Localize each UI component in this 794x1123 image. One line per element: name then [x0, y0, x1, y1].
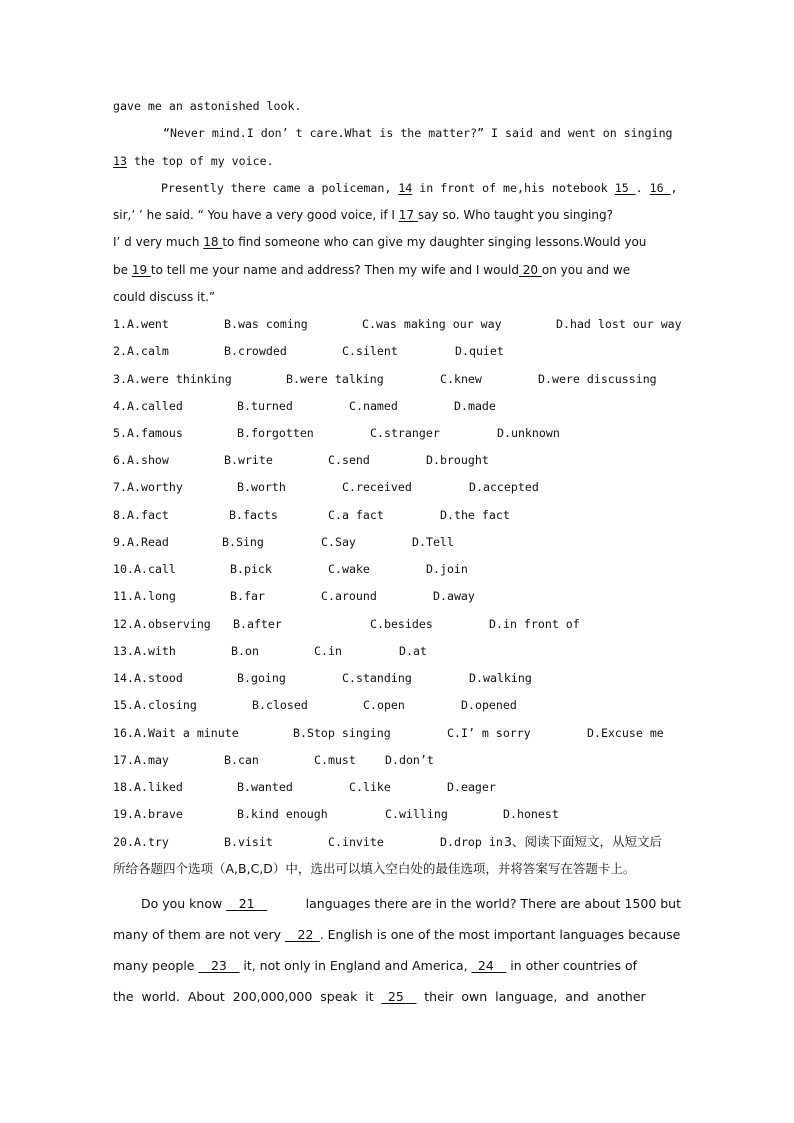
question-row — [113, 616, 681, 632]
option-a[interactable]: A.long — [134, 589, 176, 603]
option-a[interactable]: A.were thinking — [127, 372, 232, 386]
question-number: 17. — [113, 753, 134, 767]
question-number: 18. — [113, 780, 134, 794]
option-c[interactable]: C.knew — [440, 372, 482, 386]
passage-text: say so. Who taught you singing? — [417, 208, 613, 222]
question-row — [113, 507, 681, 523]
option-c[interactable]: C.send — [328, 453, 370, 467]
question-number: 19. — [113, 807, 134, 821]
blank-17: 17 — [398, 208, 418, 222]
option-a[interactable]: A.observing — [134, 617, 211, 631]
option-d[interactable]: D.drop in — [440, 835, 503, 849]
passage-line: “Never mind.I don’ t care.What is the matter?” I said and went on singing — [163, 126, 673, 140]
blank-23: __23__ — [198, 958, 240, 973]
passage2-line — [113, 958, 681, 974]
question-row — [113, 316, 681, 332]
question-number: 16. — [113, 726, 134, 740]
option-a[interactable]: A.called — [127, 399, 183, 413]
option-b[interactable]: B.facts — [229, 508, 278, 522]
option-b[interactable]: B.wanted — [237, 780, 293, 794]
option-d[interactable]: D.had lost our way — [556, 317, 682, 331]
option-a[interactable]: A.show — [127, 453, 169, 467]
question-number: 1. — [113, 317, 127, 331]
question-number: 7. — [113, 480, 127, 494]
option-b[interactable]: B.turned — [237, 399, 293, 413]
question-row — [113, 343, 681, 359]
question-row — [113, 779, 681, 795]
option-d[interactable]: D.quiet — [455, 344, 504, 358]
option-c[interactable]: C.received — [342, 480, 412, 494]
option-b[interactable]: B.closed — [252, 698, 308, 712]
blank-20: 20 — [518, 263, 542, 277]
passage-text: be — [113, 263, 132, 277]
option-b[interactable]: B.was coming — [224, 317, 308, 331]
option-c[interactable]: C.invite — [328, 835, 384, 849]
question-number: 4. — [113, 399, 127, 413]
passage-text: many of them are not very — [113, 927, 286, 942]
option-a[interactable]: A.fact — [127, 508, 169, 522]
option-a[interactable]: A.liked — [134, 780, 183, 794]
option-b[interactable]: B.kind enough — [237, 807, 328, 821]
question-number: 20. — [113, 835, 134, 849]
option-c[interactable]: C.besides — [370, 617, 433, 631]
question-number: 10. — [113, 562, 134, 576]
question-number: 11. — [113, 589, 134, 603]
passage-line — [113, 153, 681, 169]
question-number: 15. — [113, 698, 134, 712]
option-d[interactable]: D.join — [426, 562, 468, 576]
option-c[interactable]: C.stranger — [370, 426, 440, 440]
question-row — [113, 725, 681, 741]
option-d[interactable]: D.opened — [461, 698, 517, 712]
passage-text: Do you know — [141, 896, 227, 911]
option-b[interactable]: B.far — [230, 589, 265, 603]
passage-text: it, not only in England and America, — [239, 958, 472, 973]
passage-text: the top of my voice. — [126, 154, 274, 168]
option-a[interactable]: A.Wait a minute — [134, 726, 239, 740]
passage-line — [113, 180, 681, 196]
question-row — [113, 670, 681, 686]
passage-text: in front of me,his notebook — [412, 181, 615, 195]
option-b[interactable]: B.Stop singing — [293, 726, 391, 740]
question-row — [113, 588, 681, 604]
section-3-instructions: 所给各题四个选项（A,B,C,D）中，选出可以填入空白处的最佳选项，并将答案写在答题卡上。 — [113, 861, 636, 876]
option-c[interactable]: C.silent — [342, 344, 398, 358]
question-row — [113, 534, 681, 550]
option-c[interactable]: C.in — [314, 644, 342, 658]
option-a[interactable]: A.stood — [134, 671, 183, 685]
option-c[interactable]: C.a fact — [328, 508, 384, 522]
passage-text: languages there are in the world? There are about 1500 but — [305, 896, 681, 911]
passage-line — [113, 207, 681, 223]
passage2-line — [113, 896, 681, 912]
option-d[interactable]: D.were discussing — [538, 372, 657, 386]
question-row — [113, 479, 681, 495]
passage-text: many people — [113, 958, 199, 973]
question-number: 13. — [113, 644, 134, 658]
passage-line — [113, 234, 681, 250]
option-d[interactable]: D.eager — [447, 780, 496, 794]
passage-line — [113, 262, 681, 278]
question-row — [113, 452, 681, 468]
question-row — [113, 697, 681, 713]
question-number: 8. — [113, 508, 127, 522]
blank-21: __21__ — [226, 896, 268, 911]
passage-text: . English is one of the most important languages because — [319, 927, 681, 942]
passage2-line — [113, 927, 681, 943]
option-b[interactable]: B.pick — [230, 562, 272, 576]
option-a[interactable]: A.may — [134, 753, 169, 767]
option-d[interactable]: D.unknown — [497, 426, 560, 440]
option-b[interactable]: B.on — [231, 644, 259, 658]
option-c[interactable]: C.must — [314, 753, 356, 767]
passage-line: could discuss it.” — [113, 290, 216, 304]
passage-text: to find someone who can give my daughter singing lessons.Would you — [222, 235, 647, 249]
blank-14: 14 — [398, 181, 413, 195]
option-d[interactable]: D.made — [454, 399, 496, 413]
option-d[interactable]: D.away — [433, 589, 475, 603]
option-b[interactable]: B.going — [237, 671, 286, 685]
option-c[interactable]: C.willing — [385, 807, 448, 821]
option-c[interactable]: C.standing — [342, 671, 412, 685]
option-b[interactable]: B.can — [224, 753, 259, 767]
option-b[interactable]: B.crowded — [224, 344, 287, 358]
blank-18: 18 — [203, 235, 223, 249]
option-d[interactable]: D.Tell — [412, 535, 454, 549]
option-b[interactable]: B.visit — [224, 835, 273, 849]
option-a[interactable]: A.try — [134, 835, 169, 849]
option-c[interactable]: C.Say — [321, 535, 356, 549]
passage-text: , — [670, 181, 678, 195]
question-row — [113, 561, 681, 577]
option-d[interactable]: D.Excuse me — [587, 726, 664, 740]
option-a[interactable]: A.famous — [127, 426, 183, 440]
passage-text: Presently there came a policeman, — [161, 181, 399, 195]
question-row — [113, 643, 681, 659]
question-number: 12. — [113, 617, 134, 631]
passage2-line — [113, 989, 681, 1005]
option-d[interactable]: D.at — [399, 644, 427, 658]
blank-25: _25__ — [381, 989, 417, 1004]
question-row — [113, 425, 681, 441]
option-b[interactable]: B.were talking — [286, 372, 384, 386]
option-c[interactable]: C.I’ m sorry — [447, 726, 531, 740]
blank-19: 19 — [131, 263, 151, 277]
passage-text: . — [635, 181, 650, 195]
option-c[interactable]: C.around — [321, 589, 377, 603]
option-d[interactable]: D.walking — [469, 671, 532, 685]
option-b[interactable]: B.worth — [237, 480, 286, 494]
option-a[interactable]: A.worthy — [127, 480, 183, 494]
option-d[interactable]: D.brought — [426, 453, 489, 467]
question-row — [113, 752, 681, 768]
option-b[interactable]: B.after — [233, 617, 282, 631]
option-c[interactable]: C.named — [349, 399, 398, 413]
blank-13: 13 — [113, 154, 127, 168]
passage-text: the world. About 200,000,000 speak it — [113, 989, 382, 1004]
option-c[interactable]: C.wake — [328, 562, 370, 576]
option-d[interactable]: D.accepted — [469, 480, 539, 494]
passage-text: I’ d very much — [113, 235, 204, 249]
option-b[interactable]: B.Sing — [222, 535, 264, 549]
option-c[interactable]: C.was making our way — [362, 317, 502, 331]
option-a[interactable]: A.calm — [127, 344, 169, 358]
option-a[interactable]: A.with — [134, 644, 176, 658]
blank-16: 16 — [649, 181, 671, 195]
question-number: 5. — [113, 426, 127, 440]
passage-text: sir,’ ’ he said. “ You have a very good voice, if I — [113, 208, 399, 222]
option-a[interactable]: A.Read — [127, 535, 169, 549]
option-a[interactable]: A.closing — [134, 698, 197, 712]
question-row — [113, 806, 681, 822]
option-d[interactable]: D.the fact — [440, 508, 510, 522]
option-b[interactable]: B.forgotten — [237, 426, 314, 440]
question-row — [113, 398, 681, 414]
passage-text: to tell me your name and address? Then my wife and I would — [150, 263, 519, 277]
passage-line: gave me an astonished look. — [113, 99, 302, 113]
blank-22: __22_ — [285, 927, 320, 942]
option-b[interactable]: B.write — [224, 453, 273, 467]
blank-15: 15 — [614, 181, 636, 195]
option-c[interactable]: C.open — [363, 698, 405, 712]
option-d[interactable]: D.don’t — [385, 753, 434, 767]
option-d[interactable]: D.honest — [503, 807, 559, 821]
question-number: 14. — [113, 671, 134, 685]
blank-24: _24__ — [471, 958, 507, 973]
question-number: 9. — [113, 535, 127, 549]
question-row — [113, 371, 681, 387]
question-number: 2. — [113, 344, 127, 358]
option-c[interactable]: C.like — [349, 780, 391, 794]
passage-text: on you and we — [541, 263, 631, 277]
section-3-heading: 3、阅读下面短文，从短文后 — [504, 834, 662, 849]
option-a[interactable]: A.call — [134, 562, 176, 576]
option-a[interactable]: A.brave — [134, 807, 183, 821]
passage-text: their own language, and another — [416, 989, 646, 1004]
option-d[interactable]: D.in front of — [489, 617, 580, 631]
option-a[interactable]: A.went — [127, 317, 169, 331]
question-number: 3. — [113, 372, 127, 386]
question-number: 6. — [113, 453, 127, 467]
passage-text: in other countries of — [506, 958, 638, 973]
